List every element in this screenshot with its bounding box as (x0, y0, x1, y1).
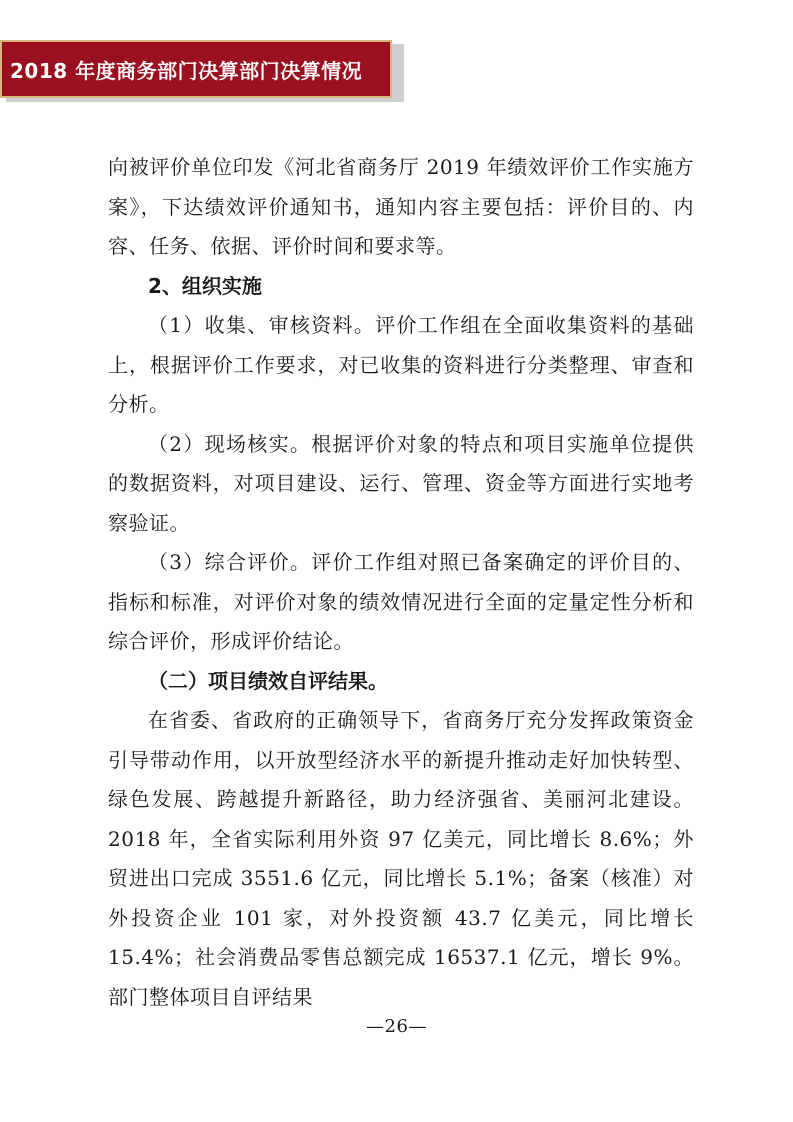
section-heading-organize: 2、组织实施 (148, 273, 262, 298)
header-banner (0, 40, 392, 98)
paragraph-4: （3）综合评价。评价工作组对照已备案确定的评价目的、指标和标准，对评价对象的绩效情况进行全面的定量定性分析和综合评价，形成评价结论。 (108, 550, 694, 653)
section-heading-results: （二）项目绩效自评结果。 (148, 668, 388, 693)
page-number: —26— (366, 1016, 427, 1037)
paragraph-2: （1）收集、审核资料。评价工作组在全面收集资料的基础上，根据评价工作要求，对已收集的资料进行分类整理、审查和分析。 (108, 313, 694, 416)
paragraph-3: （2）现场核实。根据评价对象的特点和项目实施单位提供的数据资料，对项目建设、运行、管理、资金等方面进行实地考察验证。 (108, 431, 694, 535)
document-body (108, 148, 694, 1017)
paragraph-5: 在省委、省政府的正确领导下，省商务厅充分发挥政策资金引导带动作用，以开放型经济水平的新提升推动走好加快转型、绿色发展、跨越提升新路径，助力经济强省、美丽河北建设。2018 年，全省实际利用外资 97 亿美元，同比增长 8.6%；外贸进出口完成 3551.6 亿元，同比增长 5.1%；备案（核准）对外投资企业 101 家，对外投资额 43.7 亿美元，同比增长 15.4%；社会消费品零售总额完成 16537.1 亿元，增长 9%。部门整体项目自评结果 (108, 708, 694, 1009)
paragraph-1: 向被评价单位印发《河北省商务厅 2019 年绩效评价工作实施方案》，下达绩效评价通知书，通知内容主要包括：评价目的、内容、任务、依据、评价时间和要求等。 (108, 155, 694, 258)
header-title: 2018 年度商务部门决算部门决算情况 (10, 58, 363, 83)
